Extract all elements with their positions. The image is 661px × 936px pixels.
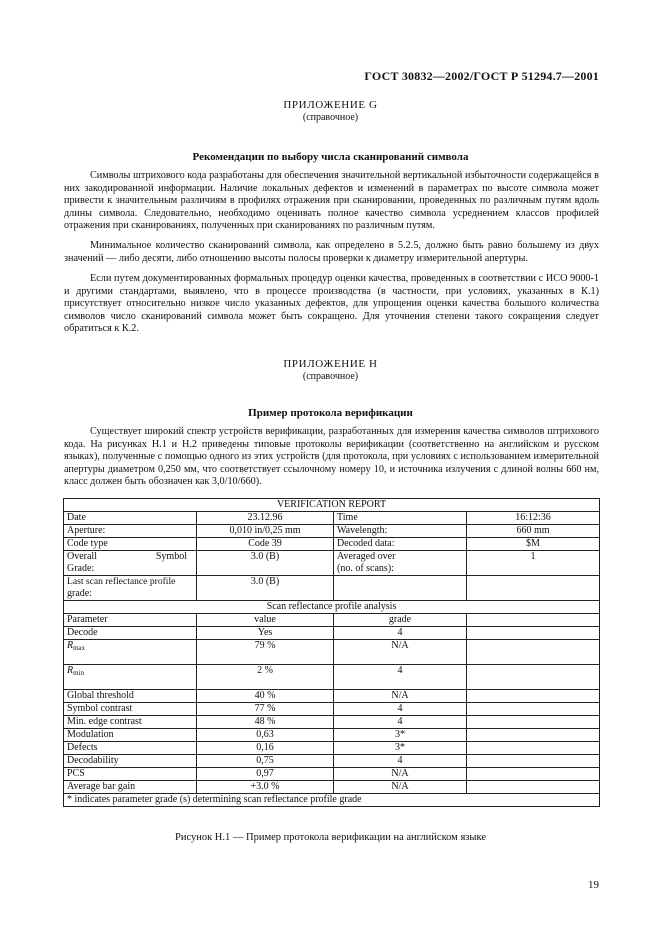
analysis-title-row xyxy=(64,601,600,614)
last-scan-label xyxy=(64,576,197,601)
appendix-g-subtitle: (справочное) xyxy=(302,112,359,123)
aperture-label: Aperture: xyxy=(64,525,197,538)
parameter-grade: N/A xyxy=(334,640,467,665)
standard-header: ГОСТ 30832—2002/ГОСТ Р 51294.7—2001 xyxy=(364,69,599,83)
parameter-name: Min. edge contrast xyxy=(64,716,197,729)
report-title-row xyxy=(64,499,600,512)
parameter-grade: 4 xyxy=(334,665,467,690)
report-title: VERIFICATION REPORT xyxy=(64,499,600,512)
appendix-g-paragraph-2: Минимальное количество сканирований символа, как определено в 5.2.5, должно быть равно большему из двух значений — либо десяти, либо отношению высоты полосы проверки к диаметру измерительной апертуры. xyxy=(64,240,599,264)
r-symbol: R xyxy=(67,665,74,676)
table-row xyxy=(64,665,600,690)
parameter-value: 0,63 xyxy=(197,729,334,742)
overall-label-word-1: Overall xyxy=(67,551,97,562)
table-row xyxy=(64,690,600,703)
time-value: 16:12:36 xyxy=(467,512,600,525)
parameter-value: 0,97 xyxy=(197,768,334,781)
code-type-label: Code type xyxy=(64,538,197,551)
analysis-header-row xyxy=(64,614,600,627)
column-header-grade: grade xyxy=(334,614,467,627)
empty-cell xyxy=(467,690,600,703)
parameter-name: Global threshold xyxy=(64,690,197,703)
report-code-row xyxy=(64,538,600,551)
parameter-value: 2 % xyxy=(197,665,334,690)
table-row xyxy=(64,627,600,640)
empty-cell xyxy=(467,729,600,742)
footnote-row xyxy=(64,794,600,807)
date-value: 23.12.96 xyxy=(197,512,334,525)
overall-label-word-3: Grade: xyxy=(67,563,95,574)
decoded-label: Decoded data: xyxy=(334,538,467,551)
verification-report-table xyxy=(63,498,600,807)
parameter-name: Modulation xyxy=(64,729,197,742)
last-scan-value: 3.0 (B) xyxy=(197,576,334,601)
overall-grade-value: 3.0 (B) xyxy=(197,551,334,576)
parameter-grade: N/A xyxy=(334,781,467,794)
empty-cell xyxy=(467,665,600,690)
table-row xyxy=(64,755,600,768)
appendix-g-paragraph-1: Символы штрихового кода разработаны для обеспечения значительной вертикальной избыточности содержащейся в них закодированной информации. Наличие локальных дефектов и изменений в параметрах по высоте символа может привести к значительным различиям в профилях отражения при сканировании, проведенных по различным путям вдоль длины символа. Следовательно, необходимо оценивать полное качество символа усреднением классов профилей отражения при сканированиях, полученных при сканированиях по различным путям. xyxy=(64,170,599,232)
wavelength-label: Wavelength: xyxy=(334,525,467,538)
figure-caption: Рисунок Н.1 — Пример протокола верификации на английском языке xyxy=(174,832,486,843)
averaged-label xyxy=(334,551,467,576)
code-type-value: Code 39 xyxy=(197,538,334,551)
parameter-value: 79 % xyxy=(197,640,334,665)
empty-cell xyxy=(467,640,600,665)
r-symbol: R xyxy=(67,640,74,651)
report-date-row xyxy=(64,512,600,525)
parameter-value: +3.0 % xyxy=(197,781,334,794)
table-row xyxy=(64,742,600,755)
appendix-h-subtitle: (справочное) xyxy=(302,371,359,382)
column-header-parameter: Parameter xyxy=(64,614,197,627)
appendix-g-paragraph-3: Если путем документированных формальных процедур оценки качества, проведенных в соответствии с ИСО 9000-1 и другими стандартами, выявлено, что в процессе производства (в частности, при условиях, указанных в К.1) присутствует относительно низкое число указанных дефектов, для упрощения оценки качества большого количества символов число сканирований символа может быть сокращено. Для уточнения степени такого сокращения следует обратиться к К.2. xyxy=(64,273,599,335)
report-overall-row xyxy=(64,551,600,576)
parameter-name: PCS xyxy=(64,768,197,781)
parameter-grade: 4 xyxy=(334,627,467,640)
decoded-value: $M xyxy=(467,538,600,551)
table-row xyxy=(64,781,600,794)
empty-cell xyxy=(467,576,600,601)
time-label: Time xyxy=(334,512,467,525)
empty-cell xyxy=(467,703,600,716)
empty-cell xyxy=(467,768,600,781)
last-scan-label-line-1: Last scan reflectance profile xyxy=(67,576,176,587)
parameter-name: Defects xyxy=(64,742,197,755)
empty-cell xyxy=(467,742,600,755)
parameter-grade: 4 xyxy=(334,716,467,729)
parameter-value: 40 % xyxy=(197,690,334,703)
parameter-grade: 3* xyxy=(334,742,467,755)
appendix-h-heading: Пример протокола верификации xyxy=(248,407,413,419)
parameter-value: Yes xyxy=(197,627,334,640)
parameter-name: Decodability xyxy=(64,755,197,768)
table-row xyxy=(64,729,600,742)
empty-cell xyxy=(467,614,600,627)
r-subscript: max xyxy=(73,644,86,652)
parameter-value: 0,75 xyxy=(197,755,334,768)
parameter-grade: 4 xyxy=(334,755,467,768)
date-label: Date xyxy=(64,512,197,525)
empty-cell xyxy=(467,716,600,729)
appendix-h-title: ПРИЛОЖЕНИЕ Н xyxy=(283,358,378,370)
parameter-name xyxy=(64,640,197,665)
report-last-scan-row xyxy=(64,576,600,601)
overall-grade-label xyxy=(64,551,197,576)
table-row xyxy=(64,640,600,665)
wavelength-value: 660 mm xyxy=(467,525,600,538)
table-row xyxy=(64,768,600,781)
page-number: 19 xyxy=(588,879,599,891)
appendix-g-heading: Рекомендации по выбору числа сканирований символа xyxy=(192,151,469,163)
averaged-label-line-1: Averaged over xyxy=(337,551,396,562)
parameter-value: 0,16 xyxy=(197,742,334,755)
empty-cell xyxy=(467,755,600,768)
overall-label-word-2: Symbol xyxy=(155,551,187,562)
parameter-grade: 4 xyxy=(334,703,467,716)
table-row xyxy=(64,703,600,716)
table-row xyxy=(64,716,600,729)
empty-cell xyxy=(467,627,600,640)
parameter-name xyxy=(64,665,197,690)
parameter-name: Symbol contrast xyxy=(64,703,197,716)
parameter-grade: N/A xyxy=(334,768,467,781)
empty-cell xyxy=(334,576,467,601)
parameter-value: 48 % xyxy=(197,716,334,729)
parameter-grade: N/A xyxy=(334,690,467,703)
parameter-name: Decode xyxy=(64,627,197,640)
last-scan-label-line-2: grade: xyxy=(67,588,92,599)
parameter-value: 77 % xyxy=(197,703,334,716)
parameter-grade: 3* xyxy=(334,729,467,742)
r-subscript: min xyxy=(73,669,84,677)
report-footnote: * indicates parameter grade (s) determining scan reflectance profile grade xyxy=(64,794,600,807)
appendix-h-paragraph: Существует широкий спектр устройств верификации, разработанных для измерения качества символов штрихового кода. На рисунках Н.1 и Н.2 приведены типовые протоколы верификации (соответственно на английском и русском языках), полученные с помощью одного из этих устройств (для протокола, при условиях с использованием измерительной апертуры диаметром 0,250 мм, что соответствует ссылочному номеру 10, и источника излучения с длиной волны 660 нм, класс должен быть обозначен как 3,0/10/660). xyxy=(64,426,599,488)
empty-cell xyxy=(467,781,600,794)
parameter-name: Average bar gain xyxy=(64,781,197,794)
averaged-label-line-2: (no. of scans): xyxy=(337,563,394,574)
report-aperture-row xyxy=(64,525,600,538)
aperture-value: 0,010 in/0,25 mm xyxy=(197,525,334,538)
appendix-g-title: ПРИЛОЖЕНИЕ G xyxy=(283,99,378,111)
averaged-value: 1 xyxy=(467,551,600,576)
analysis-title: Scan reflectance profile analysis xyxy=(64,601,600,614)
column-header-value: value xyxy=(197,614,334,627)
